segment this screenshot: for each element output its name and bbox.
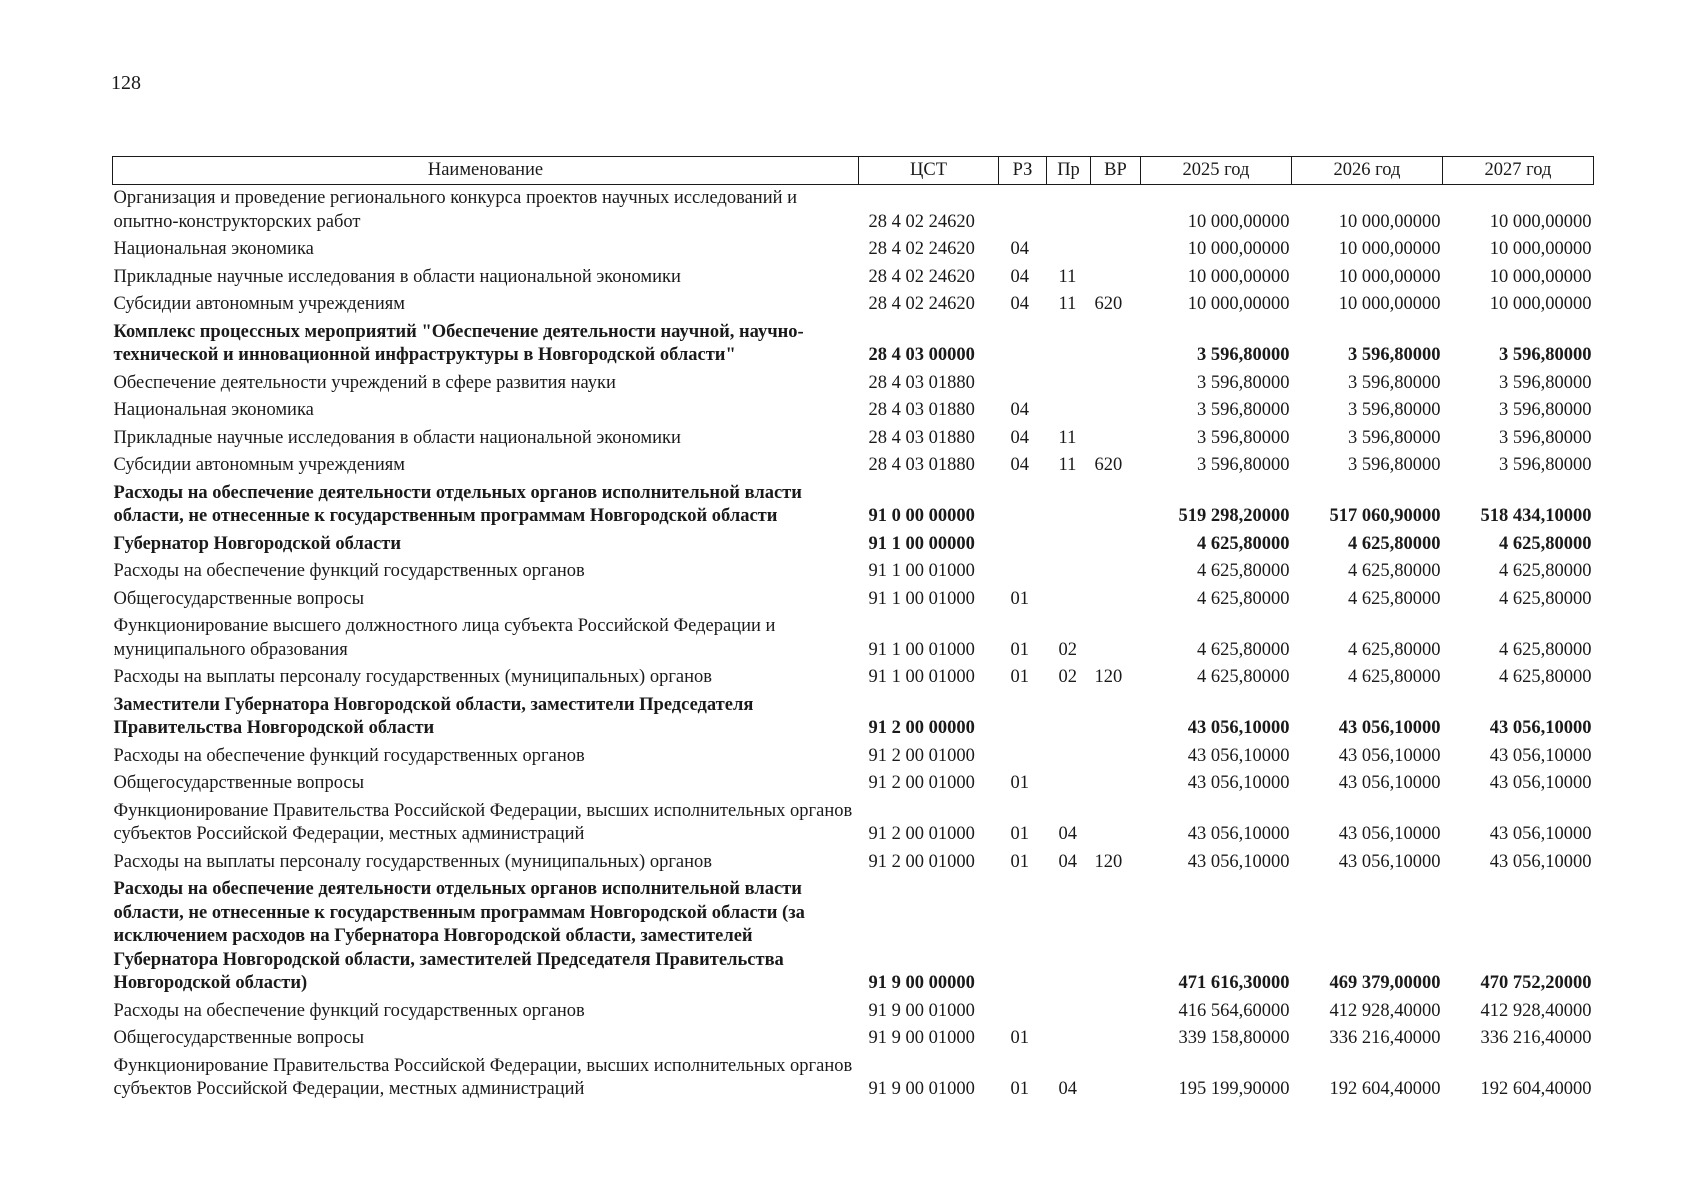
- row-amount-2027: 3 596,80000: [1499, 427, 1592, 448]
- row-vr: [1091, 998, 1141, 1026]
- row-pr: [1047, 185, 1091, 237]
- table-row: [113, 236, 1594, 264]
- row-vr: [1091, 586, 1141, 614]
- row-amount-2026: 43 056,10000: [1338, 851, 1441, 872]
- table-row: [113, 1025, 1594, 1053]
- row-name: Расходы на обеспечение деятельности отдельных органов исполнительной власти области, не отнесенные к государственным программам Новгородской области (за исключением расходов на Губернатора Новгородской области, заместителей Губернатора Новгородской области, заместителей Председателя Правительства Новгородской области): [113, 879, 805, 993]
- row-amount-2027: 10 000,00000: [1489, 266, 1592, 287]
- row-pr: [1047, 1025, 1091, 1053]
- header-cst: ЦСТ: [859, 157, 999, 185]
- row-cst: 91 9 00 01000: [868, 1028, 975, 1048]
- row-amount-2027: 43 056,10000: [1489, 851, 1592, 872]
- row-amount-2025: 43 056,10000: [1187, 745, 1290, 766]
- row-amount-2027: 10 000,00000: [1489, 239, 1592, 259]
- row-amount-2027: 4 625,80000: [1499, 588, 1592, 609]
- table-row: [113, 185, 1594, 237]
- row-amount-2026: 4 625,80000: [1348, 639, 1441, 660]
- row-amount-2026: 3 596,80000: [1348, 455, 1441, 475]
- row-amount-2027: 470 752,20000: [1480, 973, 1592, 993]
- table-row: [113, 692, 1594, 743]
- row-rz: [999, 558, 1047, 586]
- row-cst: 91 2 00 00000: [868, 718, 975, 738]
- row-rz: 04: [1010, 239, 1029, 259]
- row-pr: [1047, 876, 1091, 998]
- row-rz: 04: [1010, 294, 1029, 314]
- row-pr: 02: [1058, 667, 1077, 687]
- row-pr: [1047, 692, 1091, 743]
- row-vr: [1091, 370, 1141, 398]
- row-rz: [999, 319, 1047, 370]
- header-2026: 2026 год: [1292, 157, 1443, 185]
- row-amount-2026: 412 928,40000: [1329, 1000, 1441, 1021]
- header-name: Наименование: [113, 157, 859, 185]
- table-row: [113, 998, 1594, 1026]
- row-amount-2025: 10 000,00000: [1187, 294, 1290, 314]
- row-amount-2027: 3 596,80000: [1499, 455, 1592, 475]
- row-amount-2026: 10 000,00000: [1338, 294, 1441, 314]
- row-pr: 11: [1058, 427, 1077, 448]
- row-amount-2026: 43 056,10000: [1338, 773, 1441, 793]
- row-name: Организация и проведение регионального конкурса проектов научных исследований и опытно-конструкторских работ: [113, 188, 798, 232]
- row-vr: [1091, 319, 1141, 370]
- row-rz: 04: [1010, 266, 1029, 287]
- table-row: [113, 558, 1594, 586]
- table-header: [113, 157, 1594, 185]
- row-cst: 91 2 00 01000: [868, 851, 975, 872]
- row-vr: [1091, 425, 1141, 453]
- row-name: Расходы на обеспечение функций государственных органов: [113, 561, 585, 581]
- table-row: [113, 452, 1594, 480]
- table-row: [113, 770, 1594, 798]
- row-vr: [1091, 236, 1141, 264]
- row-amount-2026: 3 596,80000: [1348, 427, 1441, 448]
- row-name: Губернатор Новгородской области: [113, 533, 402, 554]
- row-name: Заместители Губернатора Новгородской области, заместители Председателя Правительства Новгородской области: [113, 694, 754, 738]
- row-vr: [1091, 1053, 1141, 1104]
- row-name: Прикладные научные исследования в области национальной экономики: [113, 266, 681, 287]
- row-name: Общегосударственные вопросы: [113, 1028, 365, 1048]
- row-rz: 01: [1010, 1079, 1029, 1099]
- row-vr: [1091, 558, 1141, 586]
- row-amount-2025: 3 596,80000: [1197, 455, 1290, 475]
- row-amount-2025: 10 000,00000: [1187, 211, 1290, 232]
- row-amount-2025: 43 056,10000: [1187, 773, 1290, 793]
- row-amount-2027: 43 056,10000: [1489, 718, 1592, 738]
- table-row: [113, 586, 1594, 614]
- row-amount-2027: 43 056,10000: [1489, 824, 1592, 844]
- row-amount-2026: 3 596,80000: [1348, 400, 1441, 420]
- row-amount-2026: 10 000,00000: [1338, 211, 1441, 232]
- row-vr: 120: [1094, 851, 1123, 872]
- row-amount-2026: 469 379,00000: [1329, 973, 1441, 993]
- row-rz: [999, 531, 1047, 559]
- row-name: Расходы на обеспечение функций государственных органов: [113, 1000, 585, 1021]
- row-vr: [1091, 770, 1141, 798]
- row-amount-2026: 4 625,80000: [1348, 533, 1441, 554]
- row-amount-2027: 3 596,80000: [1499, 400, 1592, 420]
- table-row: [113, 291, 1594, 319]
- row-cst: 28 4 03 01880: [868, 427, 975, 448]
- row-vr: [1091, 480, 1141, 531]
- row-pr: 11: [1058, 455, 1077, 475]
- row-vr: [1091, 531, 1141, 559]
- row-amount-2027: 3 596,80000: [1499, 345, 1592, 365]
- table-row: [113, 397, 1594, 425]
- row-cst: 28 4 02 24620: [868, 294, 975, 314]
- header-vr: ВР: [1091, 157, 1141, 185]
- header-2027: 2027 год: [1443, 157, 1594, 185]
- row-cst: 91 1 00 01000: [868, 588, 975, 609]
- row-rz: [999, 480, 1047, 531]
- table-row: [113, 798, 1594, 849]
- row-vr: [1091, 1025, 1141, 1053]
- row-amount-2025: 10 000,00000: [1187, 266, 1290, 287]
- row-rz: 04: [1010, 455, 1029, 475]
- row-name: Обеспечение деятельности учреждений в сфере развития науки: [113, 372, 616, 393]
- row-amount-2027: 518 434,10000: [1480, 506, 1592, 526]
- table-row: [113, 319, 1594, 370]
- row-amount-2026: 192 604,40000: [1329, 1079, 1441, 1099]
- row-pr: [1047, 743, 1091, 771]
- row-rz: 01: [1010, 851, 1029, 872]
- header-rz: РЗ: [999, 157, 1047, 185]
- row-rz: [999, 743, 1047, 771]
- row-vr: 620: [1094, 294, 1123, 314]
- header-row: [113, 157, 1594, 185]
- row-vr: 620: [1094, 455, 1123, 475]
- row-amount-2025: 10 000,00000: [1187, 239, 1290, 259]
- row-pr: 04: [1058, 851, 1077, 872]
- row-amount-2025: 4 625,80000: [1197, 667, 1290, 687]
- row-amount-2027: 4 625,80000: [1499, 561, 1592, 581]
- row-amount-2026: 3 596,80000: [1348, 372, 1441, 393]
- row-cst: 28 4 03 01880: [868, 372, 975, 393]
- row-name: Общегосударственные вопросы: [113, 588, 365, 609]
- row-cst: 91 2 00 01000: [868, 745, 975, 766]
- row-amount-2026: 43 056,10000: [1338, 718, 1441, 738]
- row-amount-2025: 4 625,80000: [1197, 639, 1290, 660]
- row-amount-2025: 43 056,10000: [1187, 824, 1290, 844]
- row-rz: 01: [1010, 1028, 1029, 1048]
- row-amount-2025: 519 298,20000: [1178, 506, 1290, 526]
- row-amount-2025: 3 596,80000: [1197, 345, 1290, 365]
- row-amount-2027: 192 604,40000: [1480, 1079, 1592, 1099]
- row-cst: 91 1 00 01000: [868, 561, 975, 581]
- row-cst: 91 1 00 01000: [868, 639, 975, 660]
- row-amount-2026: 4 625,80000: [1348, 588, 1441, 609]
- row-name: Расходы на выплаты персоналу государственных (муниципальных) органов: [113, 851, 713, 872]
- row-rz: [999, 185, 1047, 237]
- row-pr: [1047, 586, 1091, 614]
- row-cst: 91 2 00 01000: [868, 773, 975, 793]
- row-amount-2026: 43 056,10000: [1338, 824, 1441, 844]
- row-name: Функционирование Правительства Российской Федерации, высших исполнительных органов субъектов Российской Федерации, местных администраций: [113, 800, 853, 844]
- row-cst: 28 4 03 01880: [868, 455, 975, 475]
- row-cst: 28 4 02 24620: [868, 239, 975, 259]
- row-pr: 02: [1058, 639, 1077, 660]
- row-amount-2027: 43 056,10000: [1489, 745, 1592, 766]
- row-rz: 01: [1010, 824, 1029, 844]
- row-amount-2025: 339 158,80000: [1178, 1028, 1290, 1048]
- row-rz: 01: [1010, 773, 1029, 793]
- table-row: [113, 480, 1594, 531]
- row-amount-2027: 4 625,80000: [1499, 533, 1592, 554]
- row-amount-2026: 336 216,40000: [1329, 1028, 1441, 1048]
- row-amount-2026: 517 060,90000: [1329, 506, 1441, 526]
- header-2025: 2025 год: [1141, 157, 1292, 185]
- row-rz: [999, 370, 1047, 398]
- budget-table: [112, 156, 1594, 1104]
- row-name: Национальная экономика: [113, 400, 314, 420]
- row-name: Функционирование высшего должностного лица субъекта Российской Федерации и муниципального образования: [113, 616, 776, 660]
- row-rz: [999, 692, 1047, 743]
- table-row: [113, 613, 1594, 664]
- row-rz: 01: [1010, 588, 1029, 609]
- row-cst: 91 1 00 01000: [868, 667, 975, 687]
- row-amount-2025: 43 056,10000: [1187, 718, 1290, 738]
- row-amount-2027: 336 216,40000: [1480, 1028, 1592, 1048]
- row-amount-2025: 4 625,80000: [1197, 533, 1290, 554]
- row-name: Национальная экономика: [113, 239, 314, 259]
- row-vr: [1091, 743, 1141, 771]
- row-vr: [1091, 613, 1141, 664]
- row-amount-2026: 3 596,80000: [1348, 345, 1441, 365]
- row-pr: [1047, 558, 1091, 586]
- table-body: [113, 185, 1594, 1104]
- row-pr: [1047, 397, 1091, 425]
- row-rz: 04: [1010, 427, 1029, 448]
- row-amount-2027: 4 625,80000: [1499, 667, 1592, 687]
- row-vr: [1091, 798, 1141, 849]
- row-amount-2027: 412 928,40000: [1480, 1000, 1592, 1021]
- row-cst: 91 0 00 00000: [868, 506, 975, 526]
- row-pr: [1047, 319, 1091, 370]
- table-row: [113, 425, 1594, 453]
- header-pr: Пр: [1047, 157, 1091, 185]
- table-row: [113, 743, 1594, 771]
- row-amount-2025: 195 199,90000: [1178, 1079, 1290, 1099]
- row-amount-2026: 4 625,80000: [1348, 561, 1441, 581]
- row-rz: 01: [1010, 639, 1029, 660]
- row-name: Субсидии автономным учреждениям: [113, 455, 405, 475]
- table-row: [113, 531, 1594, 559]
- row-amount-2025: 3 596,80000: [1197, 372, 1290, 393]
- row-rz: 01: [1010, 667, 1029, 687]
- row-rz: [999, 998, 1047, 1026]
- row-cst: 28 4 02 24620: [868, 266, 975, 287]
- row-pr: [1047, 370, 1091, 398]
- row-vr: [1091, 185, 1141, 237]
- row-vr: [1091, 397, 1141, 425]
- row-amount-2027: 3 596,80000: [1499, 372, 1592, 393]
- row-cst: 91 9 00 00000: [868, 973, 975, 993]
- row-amount-2025: 4 625,80000: [1197, 561, 1290, 581]
- row-cst: 28 4 02 24620: [868, 211, 975, 232]
- row-amount-2026: 10 000,00000: [1338, 239, 1441, 259]
- row-vr: 120: [1094, 667, 1123, 687]
- row-amount-2025: 43 056,10000: [1187, 851, 1290, 872]
- page-number: 128: [111, 72, 141, 94]
- row-amount-2027: 10 000,00000: [1489, 294, 1592, 314]
- row-name: Функционирование Правительства Российской Федерации, высших исполнительных органов субъектов Российской Федерации, местных администраций: [113, 1055, 853, 1099]
- row-name: Общегосударственные вопросы: [113, 773, 365, 793]
- table-row: [113, 664, 1594, 692]
- row-name: Расходы на выплаты персоналу государственных (муниципальных) органов: [113, 667, 713, 687]
- row-amount-2025: 4 625,80000: [1197, 588, 1290, 609]
- row-pr: [1047, 531, 1091, 559]
- row-cst: 91 9 00 01000: [868, 1079, 975, 1099]
- row-pr: 04: [1058, 824, 1077, 844]
- table-row: [113, 849, 1594, 877]
- row-vr: [1091, 876, 1141, 998]
- table-row: [113, 264, 1594, 292]
- row-pr: [1047, 480, 1091, 531]
- row-name: Расходы на обеспечение деятельности отдельных органов исполнительной власти области, не отнесенные к государственным программам Новгородской области: [113, 482, 802, 526]
- row-rz: 04: [1010, 400, 1029, 420]
- row-name: Расходы на обеспечение функций государственных органов: [113, 745, 585, 766]
- row-vr: [1091, 264, 1141, 292]
- row-cst: 91 1 00 00000: [868, 533, 975, 554]
- row-amount-2027: 10 000,00000: [1489, 211, 1592, 232]
- row-rz: [999, 876, 1047, 998]
- row-pr: 04: [1058, 1079, 1077, 1099]
- row-name: Субсидии автономным учреждениям: [113, 294, 405, 314]
- row-amount-2026: 43 056,10000: [1338, 745, 1441, 766]
- row-vr: [1091, 692, 1141, 743]
- row-amount-2025: 416 564,60000: [1178, 1000, 1290, 1021]
- row-name: Прикладные научные исследования в области национальной экономики: [113, 427, 681, 448]
- row-cst: 28 4 03 00000: [868, 345, 975, 365]
- row-pr: [1047, 998, 1091, 1026]
- row-amount-2025: 471 616,30000: [1178, 973, 1290, 993]
- table-row: [113, 1053, 1594, 1104]
- row-cst: 28 4 03 01880: [868, 400, 975, 420]
- row-amount-2025: 3 596,80000: [1197, 427, 1290, 448]
- row-cst: 91 2 00 01000: [868, 824, 975, 844]
- row-amount-2027: 43 056,10000: [1489, 773, 1592, 793]
- row-amount-2027: 4 625,80000: [1499, 639, 1592, 660]
- table-row: [113, 370, 1594, 398]
- row-cst: 91 9 00 01000: [868, 1000, 975, 1021]
- row-pr: 11: [1058, 266, 1077, 287]
- row-amount-2026: 10 000,00000: [1338, 266, 1441, 287]
- row-pr: [1047, 770, 1091, 798]
- row-amount-2025: 3 596,80000: [1197, 400, 1290, 420]
- table-row: [113, 876, 1594, 998]
- row-name: Комплекс процессных мероприятий "Обеспечение деятельности научной, научно-технической и инновационной инфраструктуры в Новгородской области": [113, 321, 804, 365]
- row-pr: 11: [1058, 294, 1077, 314]
- row-amount-2026: 4 625,80000: [1348, 667, 1441, 687]
- row-pr: [1047, 236, 1091, 264]
